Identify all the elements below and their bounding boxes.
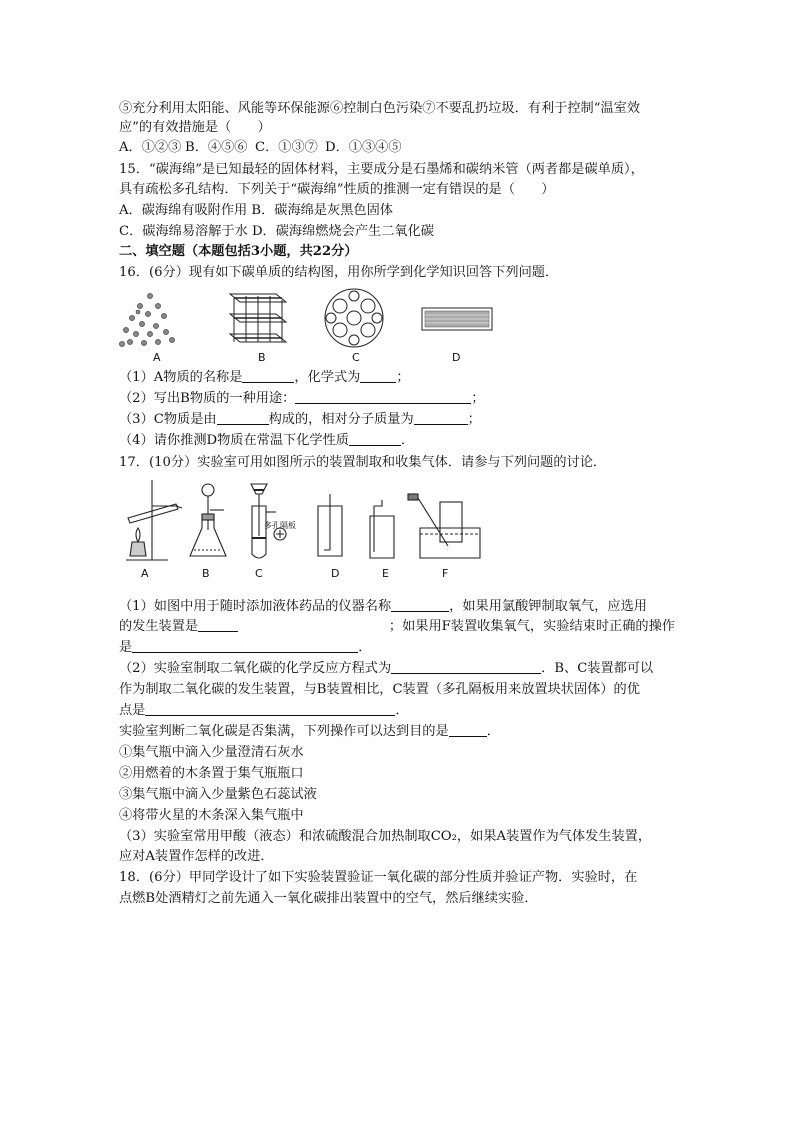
q17-part2-line3: 点是 ．: [119, 703, 409, 718]
q17-part2-line1: （2）实验室制取二氧化碳的化学反应方程式为 ．B、C装置都可以: [119, 661, 654, 676]
q16-blank-mass[interactable]: [414, 410, 468, 425]
structure-c-c60: [325, 289, 383, 347]
lab-apparatus-figure: [118, 476, 498, 571]
q14-option-c[interactable]: C．①③⑦: [255, 140, 318, 155]
structure-d-nanotube: [422, 308, 492, 330]
fig16-label-d: D: [452, 351, 461, 364]
fig17-label-d: D: [331, 567, 340, 580]
q17-part2-line2: 作为制取二氧化碳的发生装置，与B装置相比，C装置（多孔隔板用来放置块状固体）的优: [119, 682, 640, 697]
carbon-structures-figure: [118, 288, 498, 360]
q17-choice-1: ①集气瓶中滴入少量澄清石灰水: [119, 745, 304, 760]
q15-line1: 15．“碳海绵”是已知最轻的固体材料，主要成分是石墨烯和碳纳米管（两者都是碳单质），: [119, 162, 644, 177]
apparatus-f-water-trough: [408, 494, 480, 558]
q14-line1: ⑤充分利用太阳能、风能等环保能源⑥控制白色污染⑦不要乱扔垃圾．有利于控制“温室效: [119, 101, 641, 116]
fig17-label-c: C: [255, 567, 263, 580]
q16-blank-formula[interactable]: [360, 368, 396, 383]
q18-line2: 点燃B处酒精灯之前先通入一氧化碳排出装置中的空气，然后继续实验．: [119, 891, 538, 906]
q17-stem: 17．(10分）实验室可用如图所示的装置制取和收集气体．请参与下列问题的讨论．: [119, 455, 607, 470]
q16-blank-particle[interactable]: [217, 410, 269, 425]
q17-blank-equation[interactable]: [391, 659, 541, 674]
q16-part1: （1）A物质的名称是 ，化学式为 ；: [119, 370, 410, 385]
fig17-label-e: E: [382, 567, 389, 580]
q16-part4: （4）请你推测D物质在常温下化学性质 ．: [119, 433, 415, 448]
q17-part3-line1: （3）实验室常用甲酸（液态）和浓硫酸混合加热制取CO₂，如果A装置作为气体发生装置，: [119, 829, 652, 844]
q17-part1-line3: 是 ．: [119, 640, 372, 655]
q16-stem: 16．(6分）现有如下碳单质的结构图，用你所学到化学知识回答下列问题．: [119, 265, 559, 280]
fig17-label-b: B: [202, 567, 210, 580]
q17-part1-line2: 的发生装置是 ；如果用F装置收集氧气，实验结束时正确的操作: [119, 619, 675, 634]
q17-blank-instrument[interactable]: [391, 597, 449, 612]
q15-line2: 具有疏松多孔结构．下列关于“碳海绵”性质的推测一定有错误的是（ ）: [119, 182, 555, 197]
fig16-label-c: C: [352, 351, 360, 364]
q17-blank-operation[interactable]: [132, 638, 358, 653]
q17-judge: 实验室判断二氧化碳是否集满，下列操作可以达到目的是 ．: [119, 724, 500, 739]
q14-option-a[interactable]: A．①②③: [119, 140, 182, 155]
structure-a-diamond: [119, 293, 174, 346]
q18-line1: 18．(6分）甲同学设计了如下实验装置验证一氧化碳的部分性质并验证产物．实验时，在: [119, 870, 638, 885]
q17-part3-line2: 应对A装置作怎样的改进．: [119, 849, 274, 864]
apparatus-d-downward-displacement: [318, 494, 342, 556]
fig17-label-f: F: [442, 567, 449, 580]
q17-blank-advantage[interactable]: [145, 701, 395, 716]
q14-options: [119, 138, 402, 158]
q17-choice-2: ②用燃着的木条置于集气瓶瓶口: [119, 766, 304, 781]
fig17-label-a: A: [141, 567, 149, 580]
plate-label: 多孔隔板: [264, 521, 296, 530]
q16-blank-name[interactable]: [242, 368, 294, 383]
fig16-label-a: A: [153, 351, 161, 364]
apparatus-e-upward-displacement: [370, 500, 394, 558]
q17-choice-4: ④将带火星的木条深入集气瓶中: [119, 808, 304, 823]
apparatus-b-conical-flask: [190, 484, 226, 556]
apparatus-a-heating-setup: [126, 480, 182, 560]
q17-blank-choice[interactable]: [449, 722, 487, 737]
q16-blank-use[interactable]: [295, 389, 471, 404]
q15-options-cd: C．碳海绵易溶解于水 D．碳海绵燃烧会产生二氧化碳: [119, 224, 434, 239]
q16-part2: （2）写出B物质的一种用途： ；: [119, 391, 485, 406]
q17-choice-3: ③集气瓶中滴入少量紫色石蕊试液: [119, 787, 317, 802]
q16-part3: （3）C物质是由 构成的，相对分子质量为 ；: [119, 412, 481, 427]
q14-option-b[interactable]: B．④⑤⑥: [185, 140, 248, 155]
structure-b-graphite: [230, 294, 286, 342]
q17-part1-line1: （1）如图中用于随时添加液体药品的仪器名称 ，如果用氯酸钾制取氧气，应选用: [119, 599, 647, 614]
q14-line2: 应”的有效措施是（ ）: [119, 120, 271, 135]
q16-blank-property[interactable]: [349, 431, 401, 446]
q14-option-d[interactable]: D．①③④⑤: [325, 140, 402, 155]
fig16-label-b: B: [258, 351, 266, 364]
q15-options-ab: A．碳海绵有吸附作用 B．碳海绵是灰黑色固体: [119, 203, 393, 218]
section-title: 二、填空题（本题包括3小题，共22分）: [119, 244, 358, 259]
q17-blank-generator[interactable]: [198, 617, 238, 632]
